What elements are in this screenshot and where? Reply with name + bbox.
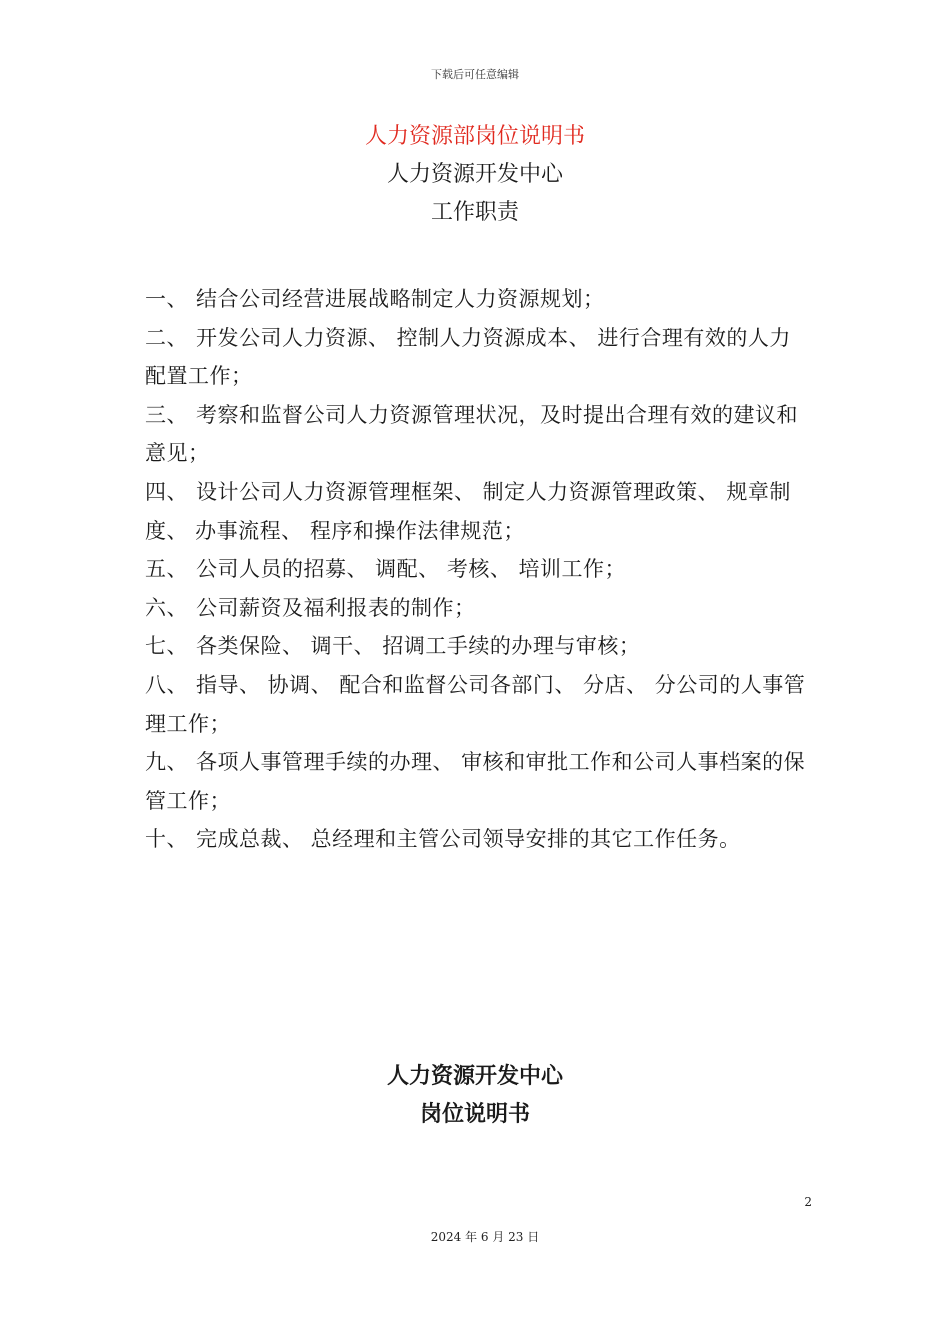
document-title: 人力资源部岗位说明书 [364, 124, 585, 149]
duty-number: 三、 [145, 402, 188, 427]
duty-item [145, 396, 810, 473]
duty-text: 完成总裁、 总经理和主管公司领导安排的其它工作任务。 [196, 827, 741, 852]
page-number: 2 [804, 1195, 812, 1209]
duty-number: 六、 [145, 595, 188, 620]
footer-title-block [0, 1058, 950, 1134]
duty-text: 各类保险、 调干、 招调工手续的办理与审核； [196, 634, 641, 659]
section-heading: 工作职责 [430, 200, 519, 225]
title-block [0, 118, 950, 232]
duties-list [145, 280, 810, 859]
duty-text: 结合公司经营进展战略制定人力资源规划； [196, 287, 605, 311]
page-header-note: 下载后可任意编辑 [431, 68, 519, 81]
duty-item [145, 550, 810, 589]
duty-number: 二、 [145, 325, 188, 350]
footer-department-name: 人力资源开发中心 [386, 1064, 563, 1089]
duty-item [145, 589, 810, 628]
duty-text: 指导、 协调、 配合和监督公司各部门、 分店、 分公司的人事管理工作； [145, 672, 806, 736]
duty-text: 考察和监督公司人力资源管理状况，及时提出合理有效的建议和意见； [145, 402, 798, 466]
duty-item [145, 820, 810, 859]
page-date: 2024 年 6 月 23 日 [430, 1230, 540, 1244]
duty-text: 公司人员的招募、 调配、 考核、 培训工作； [196, 557, 627, 582]
duty-item [145, 666, 810, 743]
duty-item [145, 743, 810, 820]
duty-item [145, 319, 810, 396]
duty-number: 四、 [145, 479, 188, 504]
duty-number: 九、 [145, 750, 188, 775]
department-name: 人力资源开发中心 [386, 162, 563, 187]
footer-document-title: 岗位说明书 [419, 1102, 530, 1127]
duty-number: 十、 [145, 827, 188, 852]
duty-number: 一、 [145, 287, 188, 311]
duty-text: 开发公司人力资源、 控制人力资源成本、 进行合理有效的人力配置工作； [145, 325, 791, 389]
duty-item [145, 473, 810, 550]
duty-text: 各项人事管理手续的办理、 审核和审批工作和公司人事档案的保管工作； [145, 750, 806, 813]
duty-text: 设计公司人力资源管理框架、 制定人力资源管理政策、 规章制度、 办事流程、 程序和操作法律规范； [145, 479, 791, 543]
duty-item [145, 280, 810, 319]
duty-item [145, 627, 810, 666]
duty-number: 五、 [145, 557, 188, 582]
duty-text: 公司薪资及福利报表的制作； [196, 595, 476, 620]
duty-number: 七、 [145, 634, 188, 659]
duty-number: 八、 [145, 672, 188, 697]
